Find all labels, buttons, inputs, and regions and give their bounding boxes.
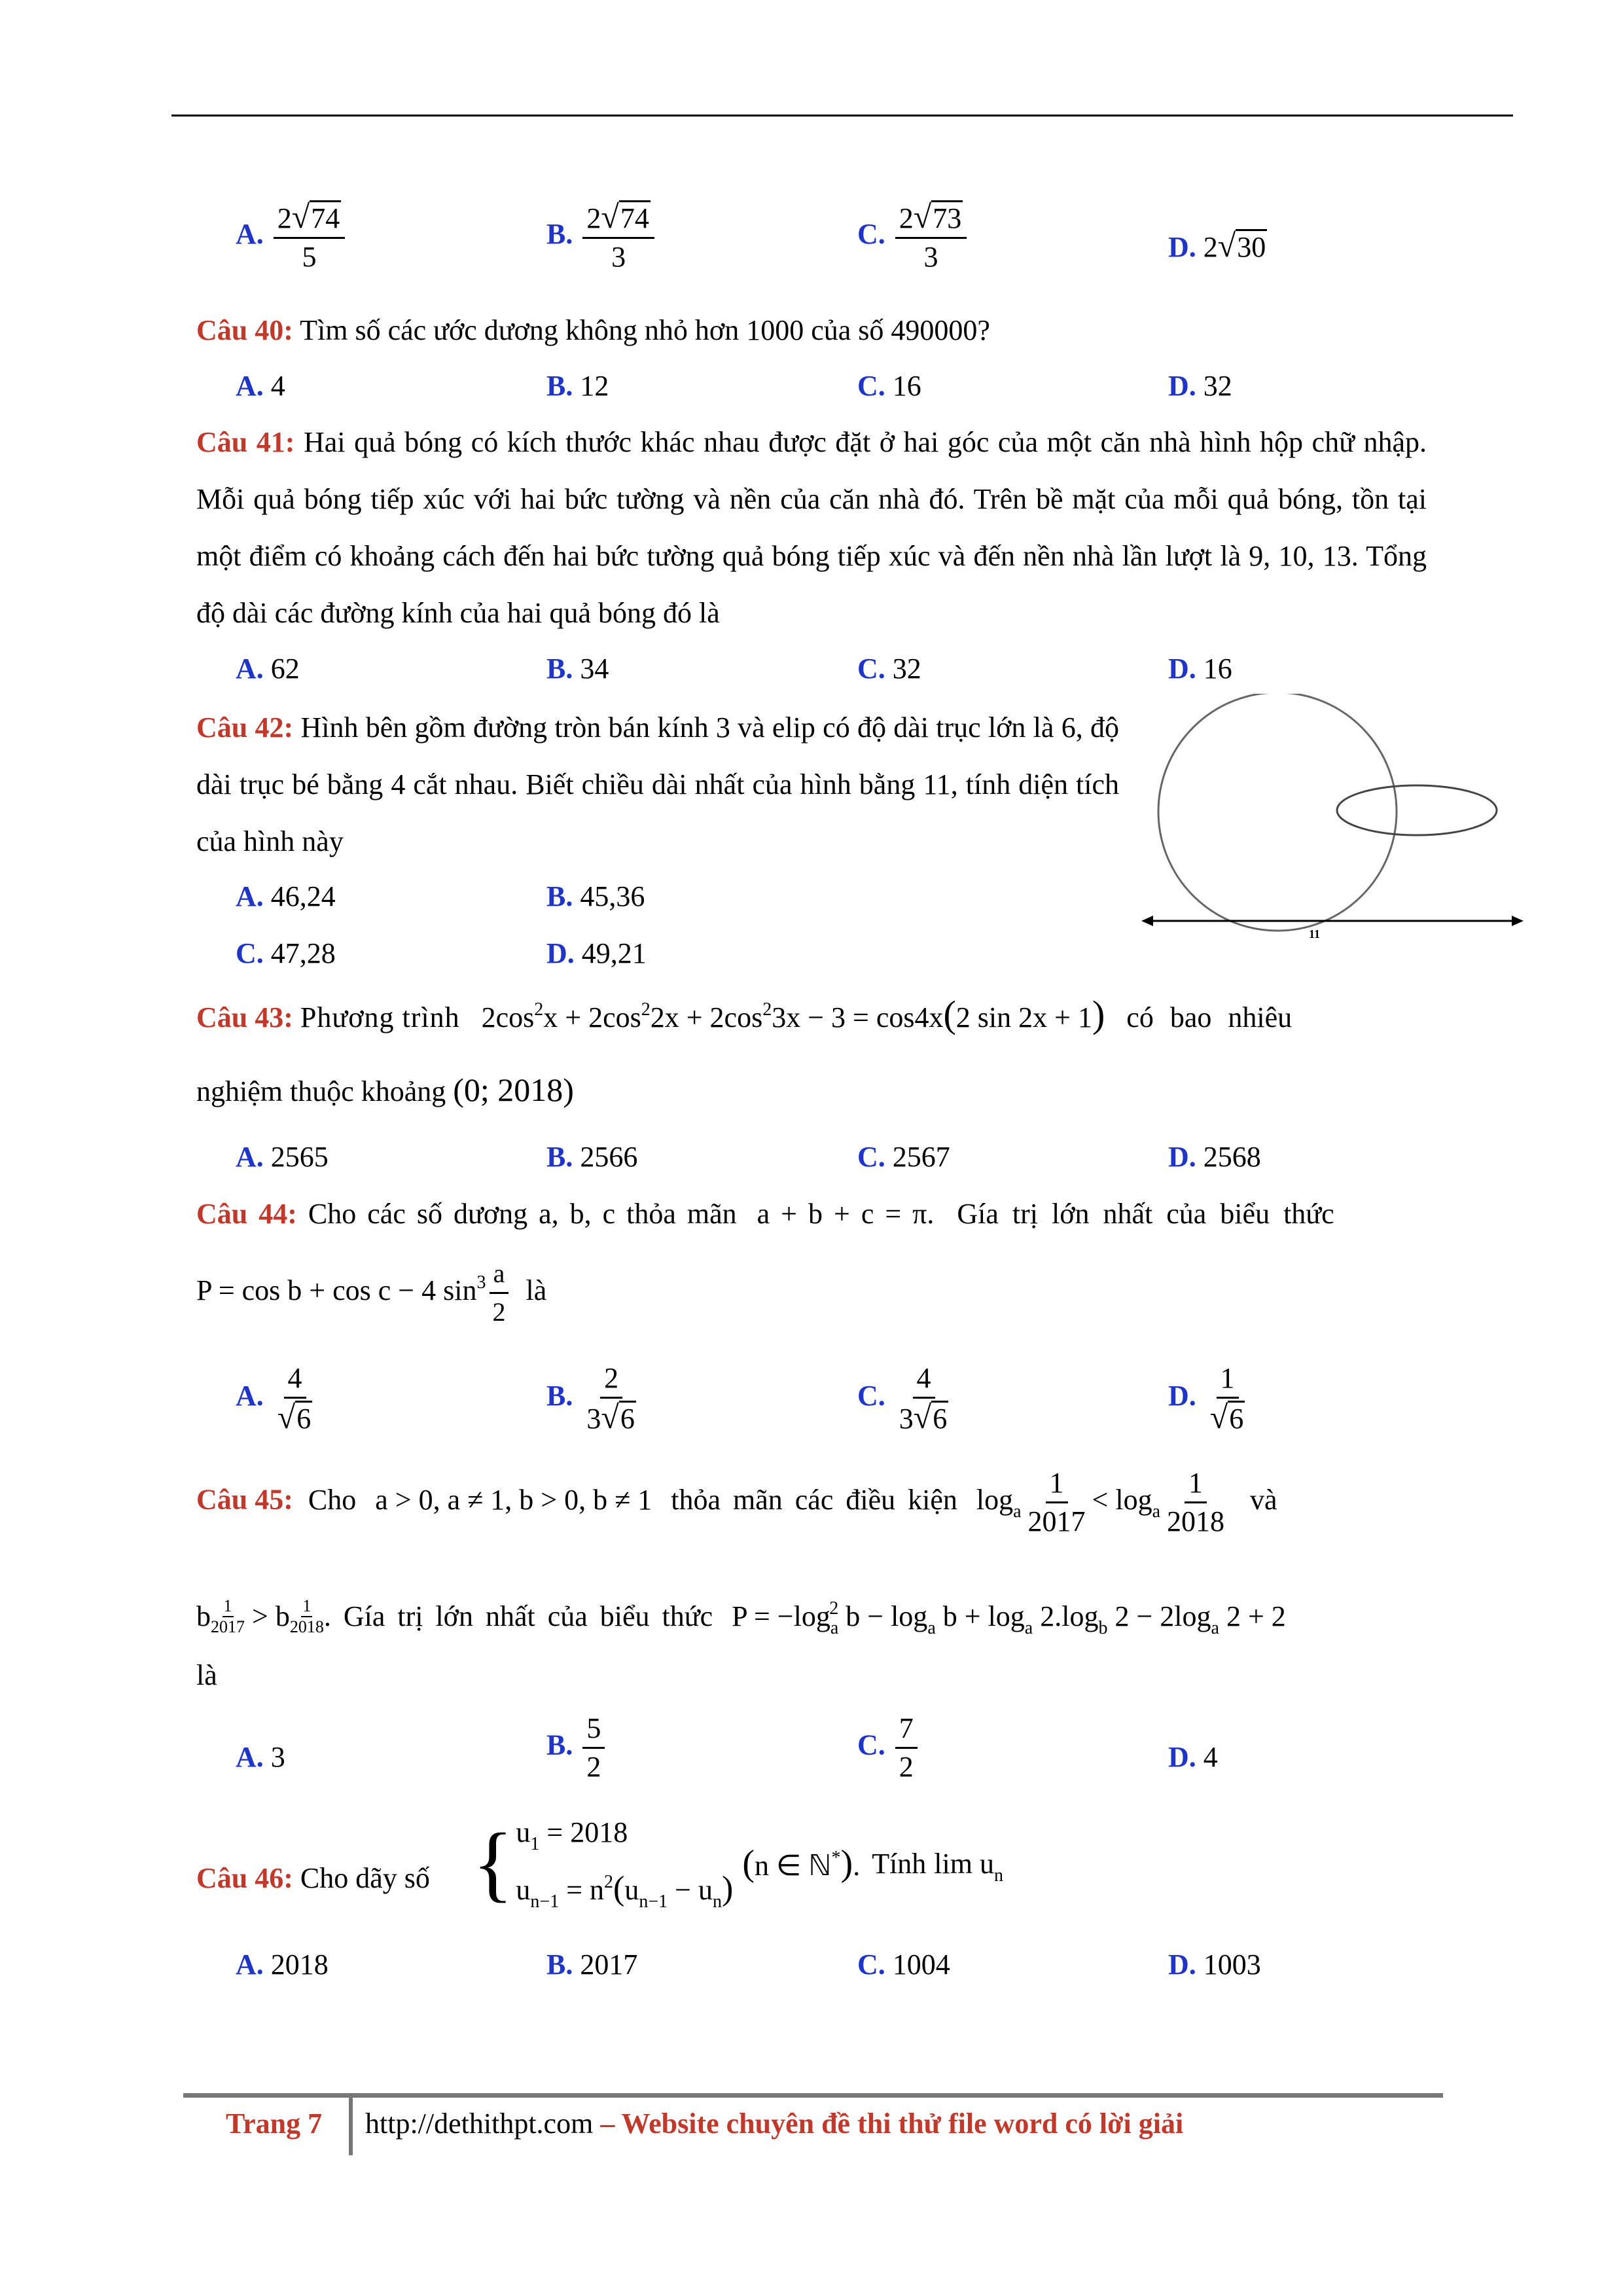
q41-option-a[interactable]: A. 62 [236, 653, 300, 685]
q44-option-c[interactable]: C. $\frac{4}{3√6}$ [857, 1362, 948, 1435]
q45-stem-line2: b $\frac{1}{2017}$ > b $\frac{1}{2018}$ . Gía trị lớn nhất của biểu thức $P = -\log_a^2$ $b - \log_a b + \log_a 2.\log_b$ $2 - 2\log_a$ 2 + 2 [196, 1596, 1286, 1638]
q42-option-a[interactable]: A. 46,24 [236, 880, 336, 912]
q43-stem-line2: nghiệm thuộc khoảng (0; 2018) [196, 1071, 574, 1108]
q44-option-b[interactable]: B. $\frac{2}{3√6}$ [546, 1362, 635, 1435]
q42-stem: Câu 42: Hình bên gồm đường tròn bán kính 3 và elip có độ dài trục lớn là 6, độ dài trục bé bằng 4 cắt nhau. Biết chiều dài nhất của hình bằng 11, tính diện tích của hình này [196, 711, 1119, 857]
q42-option-d[interactable]: D. 49,21 [546, 937, 647, 969]
q43-option-c[interactable]: C. 2567 [857, 1141, 950, 1173]
q41-stem: Câu 41: Hai quả bóng có kích thước khác nhau được đặt ở hai góc của một căn nhà hình hộp chữ nhập. Mỗi quả bóng tiếp xúc với hai bức tường và nền của căn nhà đó. Trên bề mặt của mỗi quả bóng, tồn tại một điểm có khoảng cách đến hai bức tường quả bóng tiếp xúc và đến nền nhà lần lượt là 9, 10, 13. Tổng độ dài các đường kính của hai quả bóng đó là [196, 426, 1427, 629]
footer-divider [349, 2093, 353, 2155]
q46-option-c[interactable]: C. 1004 [857, 1948, 950, 1981]
figure-ellipse [1337, 785, 1497, 835]
q46-option-d[interactable]: D. 1003 [1168, 1948, 1261, 1981]
footer-rule [183, 2093, 1443, 2098]
q39-option-d[interactable]: D. 2√30 [1168, 227, 1266, 264]
q46-option-a[interactable]: A. 2018 [236, 1948, 329, 1981]
q39-option-c[interactable]: C. $\frac{2√73}{3}$ [857, 200, 969, 274]
q40-stem: Câu 40: Tìm số các ước dương không nhỏ hơn 1000 của số 490000? [196, 314, 990, 346]
q39-option-b[interactable]: B. $\frac{2√74}{3}$ [546, 200, 657, 274]
q44-option-d[interactable]: D. $\frac{1}{√6}$ [1168, 1362, 1244, 1435]
figure-circle [1158, 694, 1397, 931]
q41-option-b[interactable]: B. 34 [546, 653, 609, 685]
q40-option-a[interactable]: A. 4 [236, 370, 285, 402]
q44-expression: P = cos b + cos c − 4 $\sin^3$ $\frac{a}{2}$ là [196, 1257, 546, 1329]
q43-option-a[interactable]: A. 2565 [236, 1141, 329, 1173]
footer-page-number: Trang 7 [226, 2108, 323, 2140]
q40-option-d[interactable]: D. 32 [1168, 370, 1232, 402]
q40-option-c[interactable]: C. 16 [857, 370, 921, 402]
q40-option-b[interactable]: B. 12 [546, 370, 609, 402]
q39-option-a[interactable]: A. $\frac{2√74}{5}$ [236, 200, 348, 274]
footer-link[interactable]: http://dethithpt.com – Website chuyên đề thi thử file word có lời giải [365, 2108, 1184, 2140]
q45-option-a[interactable]: A. 3 [236, 1741, 285, 1773]
q45-option-b[interactable]: B. $\frac{5}{2}$ [546, 1712, 607, 1784]
circle-ellipse-figure [1139, 694, 1531, 956]
q43-option-b[interactable]: B. 2566 [546, 1141, 638, 1173]
figure-arrow-left [1141, 916, 1153, 926]
q46-option-b[interactable]: B. 2017 [546, 1948, 638, 1981]
q42-option-c[interactable]: C. 47,28 [236, 937, 336, 969]
footer-slogan: – Website chuyên đề thi thử file word có lời giải [600, 2108, 1184, 2140]
figure-length-label: 11 [1309, 927, 1321, 941]
q46-system: { $u_1 = 2018$ $u_{n-1} = n^2(u_{n-1} - u_n)$ (n ∈ ℕ*). Tính $\lim u_n$ [473, 1816, 1003, 1912]
q45-option-c[interactable]: C. $\frac{7}{2}$ [857, 1712, 920, 1784]
q41-option-d[interactable]: D. 16 [1168, 653, 1232, 685]
q44-option-a[interactable]: A. $\frac{4}{√6}$ [236, 1362, 312, 1435]
q46-stem: Câu 46: Cho dãy số [196, 1862, 430, 1894]
q45-option-d[interactable]: D. 4 [1168, 1741, 1218, 1773]
q43-option-d[interactable]: D. 2568 [1168, 1141, 1261, 1173]
q42-option-b[interactable]: B. 45,36 [546, 880, 645, 912]
q44-stem: Câu 44: Cho các số dương a, b, c thỏa mãn a + b + c = π. Gía trị lớn nhất của biểu thức [196, 1198, 1334, 1230]
q41-option-c[interactable]: C. 32 [857, 653, 921, 685]
q45-stem-line3: là [196, 1659, 217, 1691]
q43-stem: Câu 43: Phương trình $2\cos^2x + 2\cos^22x + 2\cos^23x - 3 = \cos 4x(2$ sin 2x + 1) có bao nhiêu [196, 993, 1293, 1035]
header-rule [171, 115, 1513, 117]
q45-stem: Câu 45: Cho a > 0, a ≠ 1, b > 0, b ≠ 1 thỏa mãn các điều kiện $\log_a$ $\frac{1}{2017}$ < $\log_a$ $\frac{1}{2018}$ và [196, 1467, 1277, 1537]
figure-arrow-right [1512, 916, 1524, 926]
